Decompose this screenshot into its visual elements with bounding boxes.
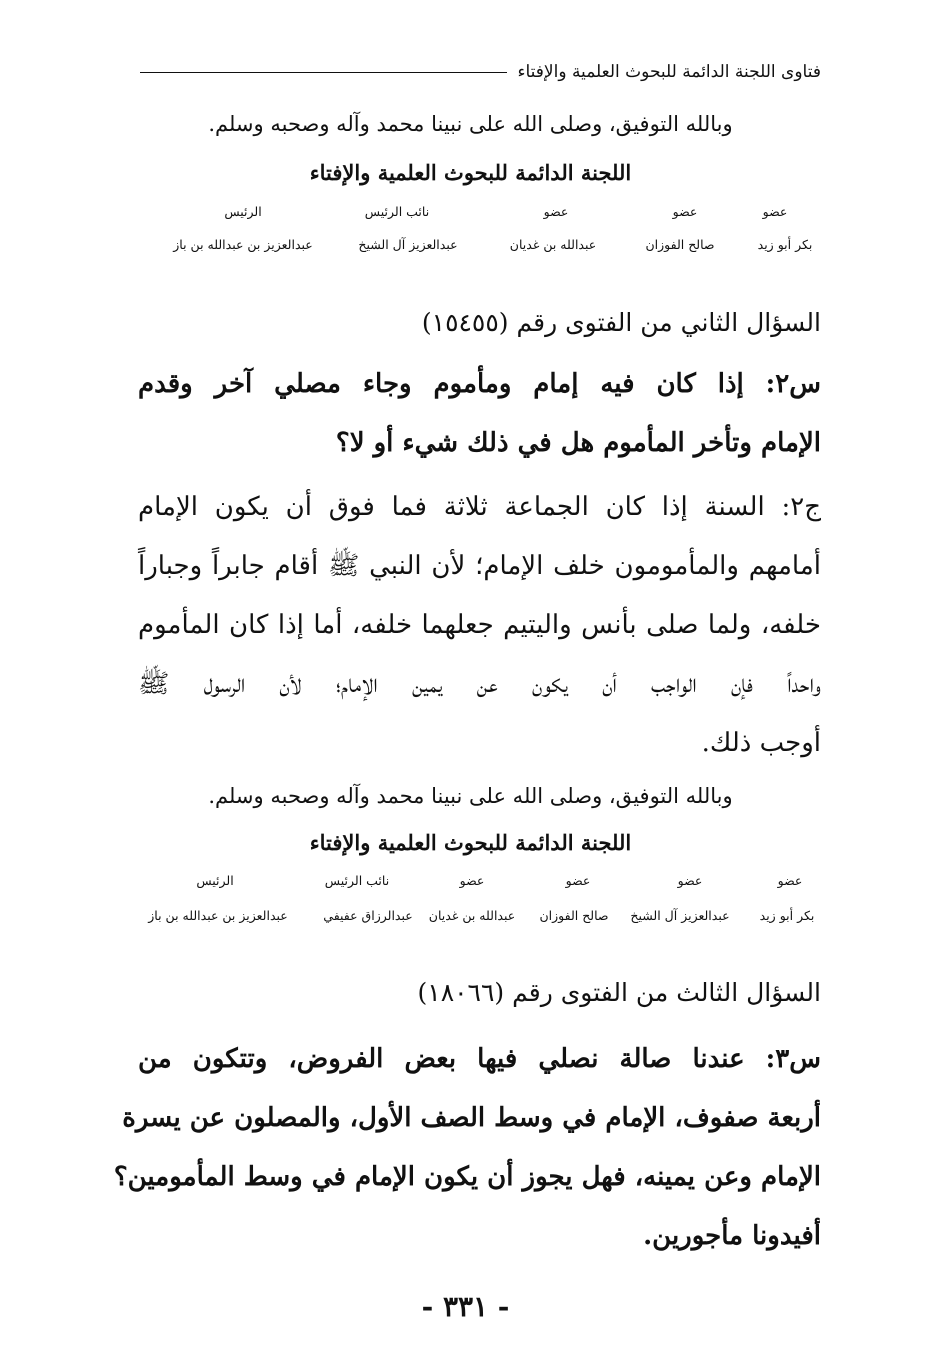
signatory-name: عبدالعزيز بن عبدالله بن باز <box>148 908 288 923</box>
signature-roles <box>0 204 931 224</box>
role-label: عضو <box>762 204 788 219</box>
role-label: عضو <box>565 873 591 888</box>
signature-names <box>0 908 931 928</box>
role-label: الرئيس <box>224 204 262 219</box>
role-label: نائب الرئيس <box>364 204 430 219</box>
header-rule <box>140 72 507 73</box>
question-line: س٢: إذا كان فيه إمام ومأموم وجاء مصلي آخر وقدم <box>138 369 822 399</box>
role-label: عضو <box>543 204 569 219</box>
role-label: نائب الرئيس <box>324 873 390 888</box>
question-line: أربعة صفوف، الإمام في وسط الصف الأول، والمصلون عن يسرة <box>122 1103 821 1133</box>
role-label: عضو <box>459 873 485 888</box>
question-line: الإمام وتأخر المأموم هل في ذلك شيء أو لا؟ <box>335 428 821 458</box>
answer-text <box>138 478 821 773</box>
committee-name: اللجنة الدائمة للبحوث العلمية والإفتاء <box>309 160 632 185</box>
closing-formula: وبالله التوفيق، وصلى الله على نبينا محمد وآله وصحبه وسلم. <box>208 112 733 136</box>
question-line: س٣: عندنا صالة نصلي فيها بعض الفروض، وتتكون من <box>138 1044 821 1074</box>
closing-formula: وبالله التوفيق، وصلى الله على نبينا محمد وآله وصحبه وسلم. <box>208 784 733 808</box>
signatory-name: صالح الفوزان <box>539 908 609 923</box>
signatory-name: عبدالعزيز آل الشيخ <box>630 908 730 923</box>
signatory-name: عبدالرزاق عفيفي <box>323 908 413 923</box>
signature-names <box>0 237 931 257</box>
question-title: السؤال الثاني من الفتوى رقم (١٥٤٥٥) <box>421 308 821 337</box>
question-text <box>113 1030 821 1266</box>
running-header-title: فتاوى اللجنة الدائمة للبحوث العلمية والإفتاء <box>517 62 821 82</box>
page-number: - ٣٣١ - <box>421 1290 510 1323</box>
role-label: عضو <box>677 873 703 888</box>
signatory-name: عبدالله بن غديان <box>509 237 597 252</box>
answer-line: واحداً فإن الواجب أن يكون عن يمين الإمام؛ لأن الرسول ﷺ <box>138 669 821 699</box>
question-line: أفيدونا مأجورين. <box>643 1221 821 1251</box>
role-label: الرئيس <box>196 873 234 888</box>
signatory-name: بكر أبو زيد <box>757 237 813 252</box>
question-title: السؤال الثالث من الفتوى رقم (١٨٠٦٦) <box>417 978 821 1007</box>
question-text <box>138 355 821 473</box>
running-header <box>140 62 821 82</box>
answer-line: أوجب ذلك. <box>701 728 821 758</box>
answer-line: ج٢: السنة إذا كان الجماعة ثلاثة فما فوق أن يكون الإمام <box>138 492 821 522</box>
signatory-name: عبدالعزيز آل الشيخ <box>358 237 458 252</box>
answer-line: خلفه، ولما صلى بأنس واليتيم جعلهما خلفه، أما إذا كان المأموم <box>138 610 821 640</box>
signatory-name: صالح الفوزان <box>645 237 715 252</box>
signatory-name: عبدالعزيز بن عبدالله بن باز <box>173 237 313 252</box>
question-line: الإمام وعن يمينه، فهل يجوز أن يكون الإمام في وسط المأمومين؟ <box>113 1162 821 1192</box>
answer-line: أمامهم والمأمومون خلف الإمام؛ لأن النبي ﷺ أقام جابراً وجباراً <box>138 551 821 581</box>
role-label: عضو <box>777 873 803 888</box>
committee-name: اللجنة الدائمة للبحوث العلمية والإفتاء <box>309 830 632 855</box>
signatory-name: بكر أبو زيد <box>759 908 815 923</box>
role-label: عضو <box>672 204 698 219</box>
signatory-name: عبدالله بن غديان <box>428 908 516 923</box>
signature-roles <box>0 873 931 893</box>
